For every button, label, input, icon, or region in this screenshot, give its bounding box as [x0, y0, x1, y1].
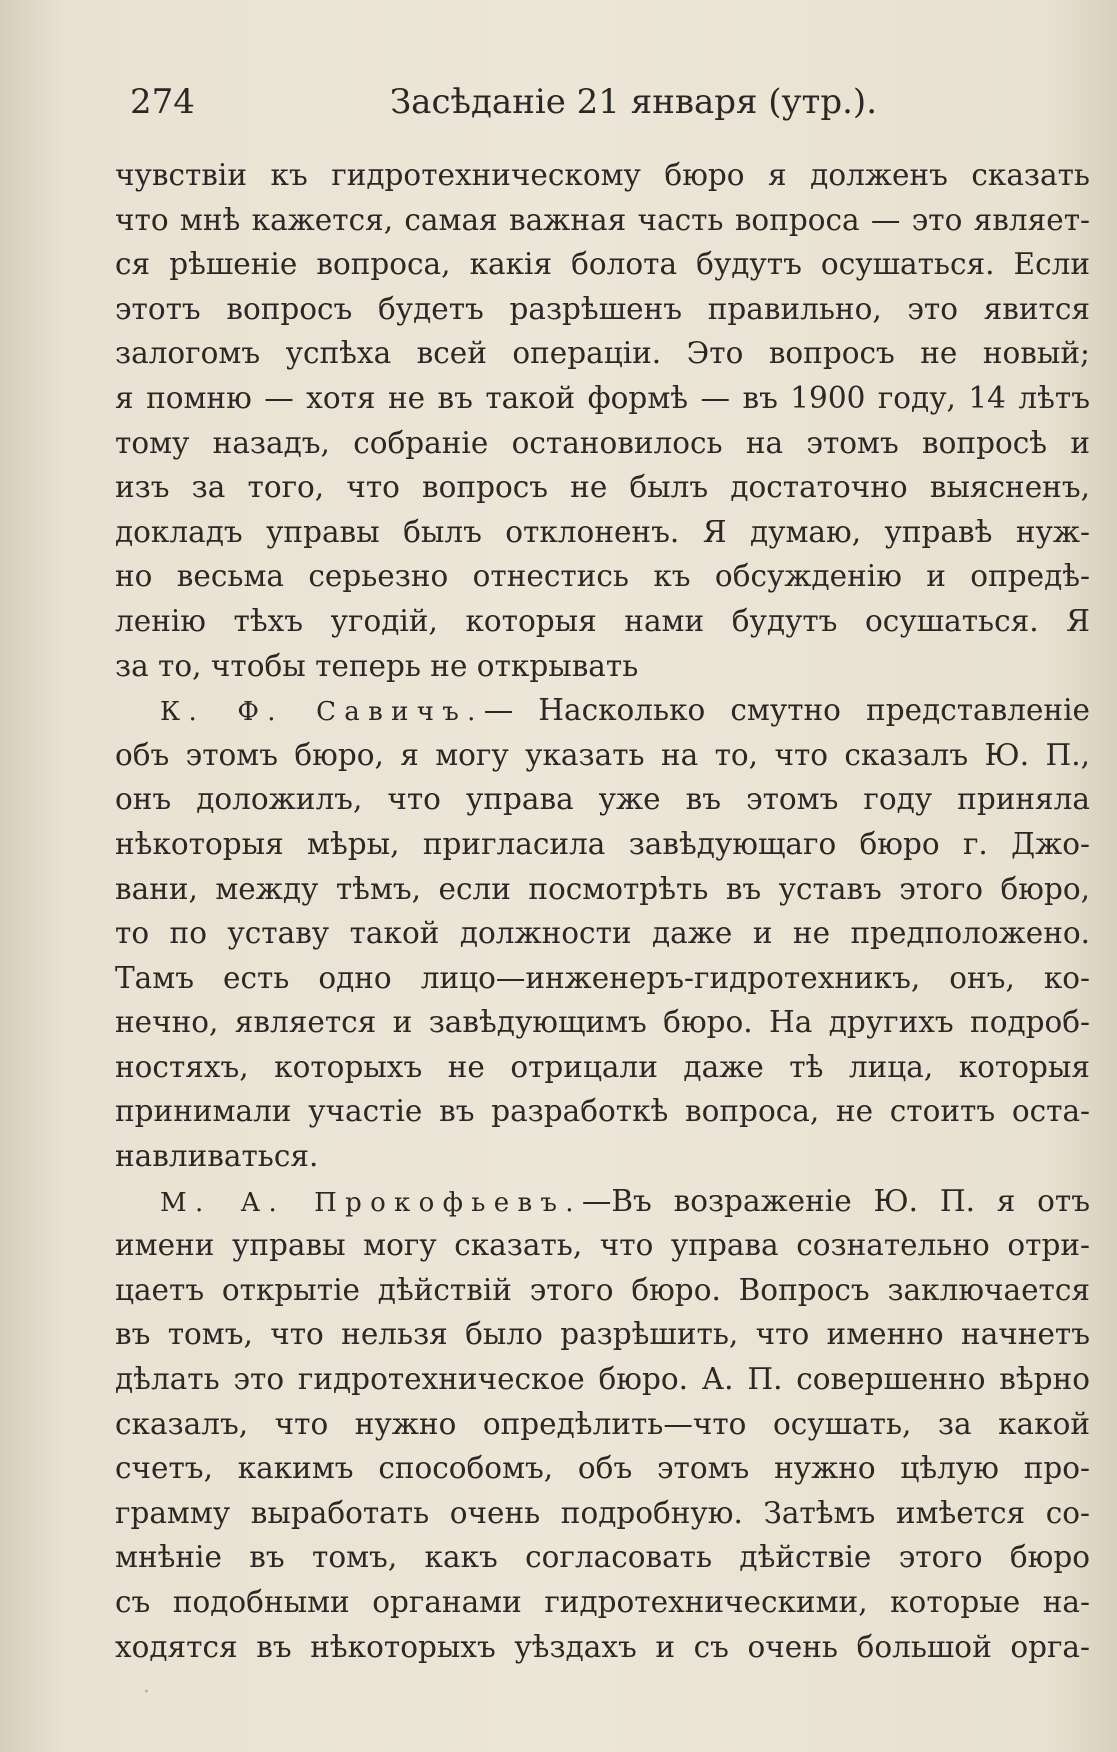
text-line: тому назадъ, собраніе остановилось на этомъ вопросѣ и [115, 425, 1090, 460]
text-line: имени управы могу сказать, что управа сознательно отри- [115, 1228, 1090, 1263]
text-line: за то, чтобы теперь не открывать [115, 648, 639, 683]
text-line: вани, между тѣмъ, если посмотрѣть въ уставъ этого бюро, [115, 871, 1090, 906]
page-smudge-mark: · [143, 1680, 150, 1705]
text-line: цаетъ открытіе дѣйствій этого бюро. Вопросъ заключается [115, 1272, 1090, 1307]
running-head [130, 78, 878, 126]
text-line: принимали участіе въ разработкѣ вопроса, не стоитъ оста- [115, 1094, 1090, 1129]
speaker-name: К. Ф. Савичъ. [160, 697, 484, 728]
text-line: грамму выработать очень подробную. Затѣмъ имѣется со- [115, 1495, 1090, 1530]
speaker-line [115, 1179, 1090, 1224]
text-line: нѣкоторыя мѣры, пригласила завѣдующаго бюро г. Джо- [115, 826, 1090, 861]
text-line: счетъ, какимъ способомъ, объ этомъ нужно цѣлую про- [115, 1451, 1090, 1486]
speech-start: — Насколько смутно представленіе [483, 693, 1090, 728]
text-line: изъ за того, что вопросъ не былъ достаточно выясненъ, [115, 470, 1090, 505]
text-line: навливаться. [115, 1139, 319, 1174]
text-line: что мнѣ кажется, самая важная часть вопроса — это являет- [115, 202, 1090, 237]
text-line: ностяхъ, которыхъ не отрицали даже тѣ лица, которыя [115, 1049, 1090, 1084]
text-line: онъ доложилъ, что управа уже въ этомъ году приняла [115, 782, 1090, 817]
speaker-name: М. А. Прокофьевъ. [160, 1187, 582, 1218]
page-number: 274 [130, 82, 195, 122]
text-line: дѣлать это гидротехническое бюро. А. П. совершенно вѣрно [115, 1362, 1090, 1397]
text-line: мнѣніе въ томъ, какъ согласовать дѣйствіе этого бюро [115, 1540, 1090, 1575]
text-line: этотъ вопросъ будетъ разрѣшенъ правильно, это явится [115, 291, 1090, 326]
text-line: залогомъ успѣха всей операціи. Это вопросъ не новый; [115, 336, 1090, 371]
text-line: но весьма серьезно отнестись къ обсужденію и опредѣ- [115, 559, 1090, 594]
text-line: я помню — хотя не въ такой формѣ — въ 1900 году, 14 лѣтъ [115, 380, 1090, 415]
speaker-line [115, 688, 1090, 733]
body-text [115, 153, 1090, 1669]
speech-start: —Въ возраженіе Ю. П. я отъ [581, 1183, 1090, 1218]
text-line: нечно, является и завѣдующимъ бюро. На другихъ подроб- [115, 1005, 1090, 1040]
text-line: Тамъ есть одно лицо—инженеръ-гидротехникъ, онъ, ко- [115, 960, 1090, 995]
running-title: Засѣданіе 21 января (утр.). [390, 82, 878, 122]
text-line: ленію тѣхъ угодій, которыя нами будутъ осушаться. Я [115, 603, 1090, 638]
text-line: сказалъ, что нужно опредѣлить—что осушать, за какой [115, 1406, 1090, 1441]
text-line: объ этомъ бюро, я могу указать на то, что сказалъ Ю. П., [115, 737, 1090, 772]
text-line: докладъ управы былъ отклоненъ. Я думаю, управѣ нуж- [115, 514, 1090, 549]
text-line: чувствіи къ гидротехническому бюро я долженъ сказать [115, 158, 1090, 192]
text-line: съ подобными органами гидротехническими, которые на- [115, 1585, 1090, 1619]
text-line: въ томъ, что нельзя было разрѣшить, что именно начнетъ [115, 1317, 1090, 1352]
text-line: то по уставу такой должности даже и не предположено. [115, 916, 1090, 951]
text-line: ходятся въ нѣкоторыхъ уѣздахъ и съ очень большой орга- [115, 1629, 1090, 1664]
text-line: ся рѣшеніе вопроса, какія болота будутъ осушаться. Если [115, 247, 1090, 282]
